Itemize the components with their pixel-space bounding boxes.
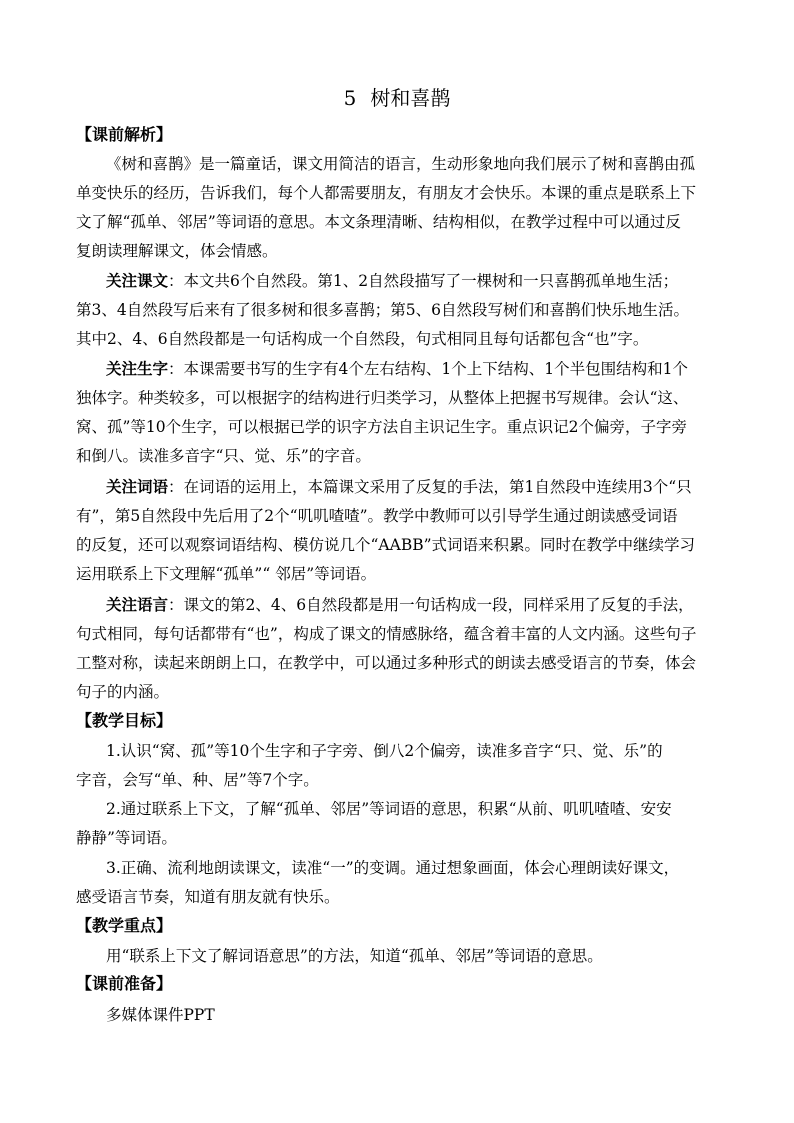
- analysis-p4-line: 关注词语：在词语的运用上，本篇课文采用了反复的手法，第1自然段中连续用3个“只: [106, 477, 692, 496]
- prep-text: 多媒体课件PPT: [106, 1006, 215, 1024]
- label-language-focus: 关注语言: [106, 595, 169, 614]
- goal-1-line: 1.认识“窝、孤”等10个生字和子字旁、倒八2个偏旁，读准多音字“只、觉、乐”的: [106, 742, 663, 760]
- analysis-p1-line: 单变快乐的经历，告诉我们，每个人都需要朋友，有朋友才会快乐。本课的重点是联系上下: [76, 184, 697, 202]
- label-text-focus: 关注课文: [106, 271, 169, 290]
- analysis-p5-line: 工整对称，读起来朗朗上口，在教学中，可以通过多种形式的朗读去感受语言的节奏，体会: [76, 654, 697, 672]
- heading-prep: 【课前准备】: [76, 974, 173, 993]
- label-words-focus: 关注词语: [106, 477, 169, 496]
- analysis-p3-line: 独体字。种类较多，可以根据字的结构进行归类学习，从整体上把握书写规律。会认“这、: [76, 389, 689, 407]
- analysis-p4-line: 运用联系上下文理解“孤单”“ 邻居”等词语。: [76, 565, 377, 583]
- heading-analysis: 【课前解析】: [76, 125, 173, 144]
- analysis-p2-line: 第3、4自然段写后来有了很多树和很多喜鹊；第5、6自然段写树们和喜鹊们快乐地生活。: [76, 301, 689, 319]
- focus-text: 用“联系上下文了解词语意思”的方法，知道“孤单、邻居”等词语的意思。: [106, 947, 603, 965]
- analysis-p4-line: 的反复，还可以观察词语结构、模仿说几个“AABB”式词语来积累。同时在教学中继续学习: [76, 536, 696, 554]
- analysis-p3-line: 窝、孤”等10个生字，可以根据已学的识字方法自主识记生字。重点识记2个偏旁，子字旁: [76, 418, 688, 436]
- analysis-p4-line: 有”，第5自然段中先后用了2个“叽叽喳喳”。教学中教师可以引导学生通过朗读感受词语: [76, 507, 678, 525]
- goal-2-line: 静静”等词语。: [76, 829, 177, 847]
- lesson-number: 5: [343, 86, 357, 110]
- heading-focus: 【教学重点】: [76, 916, 173, 935]
- analysis-p1-line: 文了解“孤单、邻居”等词语的意思。本文条理清晰、结构相似，在教学过程中可以通过反: [76, 213, 681, 231]
- analysis-p5-line: 关注语言：课文的第2、4、6自然段都是用一句话构成一段，同样采用了反复的手法，: [106, 595, 694, 614]
- heading-goals: 【教学目标】: [76, 711, 173, 730]
- goal-2-line: 2.通过联系上下文，了解“孤单、邻居”等词语的意思，积累“从前、叽叽喳喳、安安: [106, 800, 672, 818]
- analysis-p5-line: 句式相同，每句话都带有“也”，构成了课文的情感脉络，蕴含着丰富的人文内涵。这些句子: [76, 625, 697, 643]
- analysis-p3-line: 和倒八。读准多音字“只、觉、乐”的字音。: [76, 447, 371, 465]
- analysis-p1-line: 复朗读理解课文，体会情感。: [76, 242, 278, 260]
- analysis-p2-line: 其中2、4、6自然段都是一句话构成一个自然段，句式相同且每句话都包含“也”字。: [76, 330, 649, 348]
- analysis-p2-line: 关注课文：本文共6个自然段。第1、2自然段描写了一棵树和一只喜鹊孤单地生活；: [106, 271, 679, 290]
- goal-3-line: 3.正确、流利地朗读课文，读准“一”的变调。通过想象画面，体会心理朗读好课文，: [106, 859, 680, 877]
- lesson-title: 树和喜鹊: [370, 86, 451, 110]
- goal-1-line: 字音，会写“单、种、居”等7个字。: [76, 771, 319, 789]
- label-characters-focus: 关注生字: [106, 359, 169, 378]
- analysis-p1-line: 《树和喜鹊》是一篇童话，课文用简洁的语言，生动形象地向我们展示了树和喜鹊由孤: [106, 155, 696, 173]
- document-title: [0, 84, 794, 112]
- analysis-p5-line: 句子的内涵。: [76, 683, 170, 701]
- goal-3-line: 感受语言节奏，知道有朋友就有快乐。: [76, 888, 340, 906]
- analysis-p3-line: 关注生字：本课需要书写的生字有4个左右结构、1个上下结构、1个半包围结构和1个: [106, 359, 688, 378]
